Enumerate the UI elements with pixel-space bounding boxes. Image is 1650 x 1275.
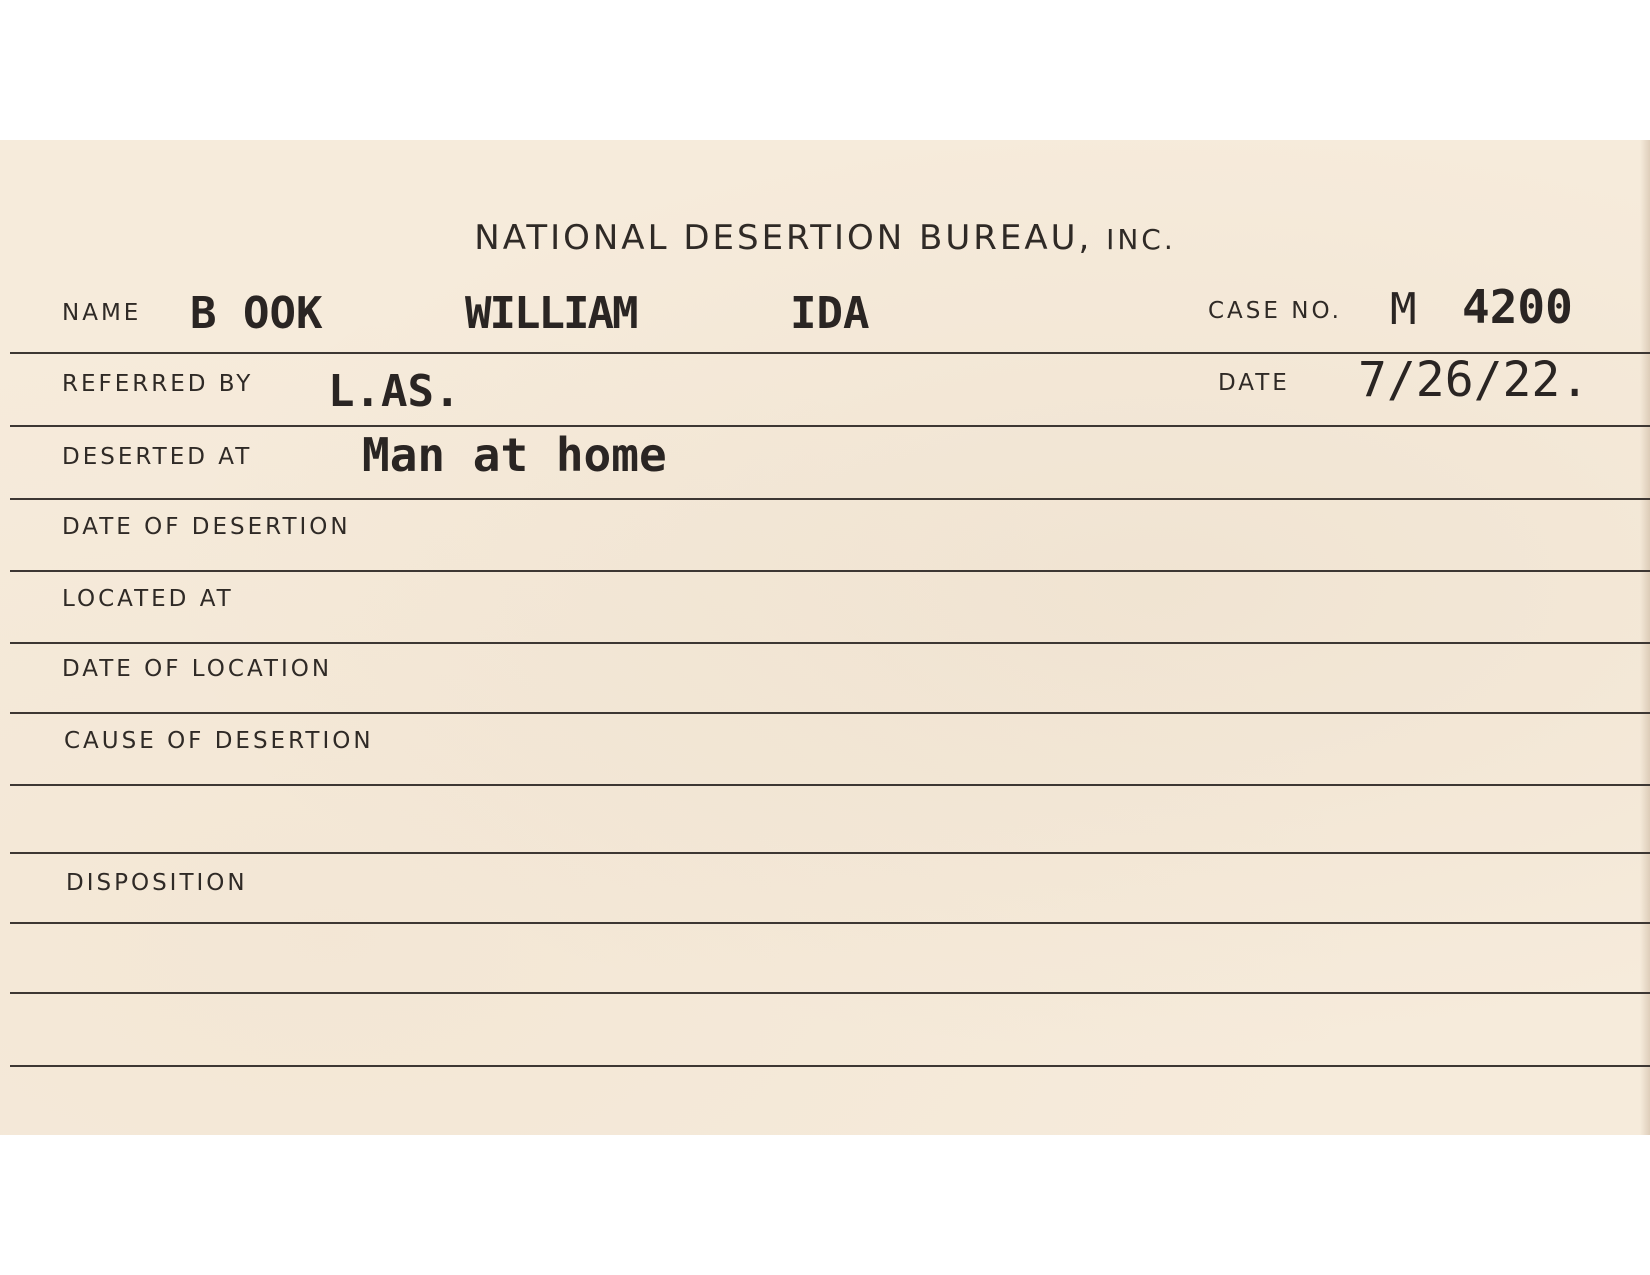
rule-disposition-extra-1 — [10, 992, 1650, 994]
rule-date-of-location — [10, 712, 1650, 714]
name-first-value: WILLIAM — [465, 288, 637, 339]
disposition-label: DISPOSITION — [66, 870, 248, 896]
case-number-value: 4200 — [1462, 280, 1573, 334]
case-prefix-value: M — [1390, 284, 1417, 335]
date-of-desertion-label: DATE OF DESERTION — [62, 514, 351, 540]
rule-cause-extra — [10, 852, 1650, 854]
name-surname-value: B OOK — [190, 288, 323, 339]
referred-by-value: L.AS. — [328, 366, 461, 417]
name-label: NAME — [62, 300, 142, 326]
referred-by-label: REFERRED BY — [62, 371, 254, 397]
rule-disposition — [10, 922, 1650, 924]
card-heading — [0, 218, 1650, 258]
date-of-location-label: DATE OF LOCATION — [62, 656, 333, 682]
date-value: 7/26/22. — [1358, 352, 1590, 408]
deserted-at-value: Man at home — [362, 428, 667, 482]
date-label: DATE — [1218, 370, 1290, 396]
rule-date-of-desertion — [10, 570, 1650, 572]
case-no-label: CASE NO. — [1208, 298, 1342, 324]
rule-referred-by — [10, 425, 1650, 427]
rule-cause-of-desertion — [10, 784, 1650, 786]
deserted-at-label: DESERTED AT — [62, 444, 253, 470]
rule-located-at — [10, 642, 1650, 644]
rule-deserted-at — [10, 498, 1650, 500]
name-wife-value: IDA — [790, 288, 870, 339]
heading-title: NATIONAL DESERTION BUREAU, — [474, 218, 1093, 258]
index-card — [0, 140, 1650, 1135]
cause-of-desertion-label: CAUSE OF DESERTION — [64, 728, 374, 754]
rule-disposition-extra-2 — [10, 1065, 1650, 1067]
card-edge-shadow — [1640, 140, 1650, 1135]
located-at-label: LOCATED AT — [62, 586, 234, 612]
heading-suffix: INC. — [1106, 223, 1176, 256]
